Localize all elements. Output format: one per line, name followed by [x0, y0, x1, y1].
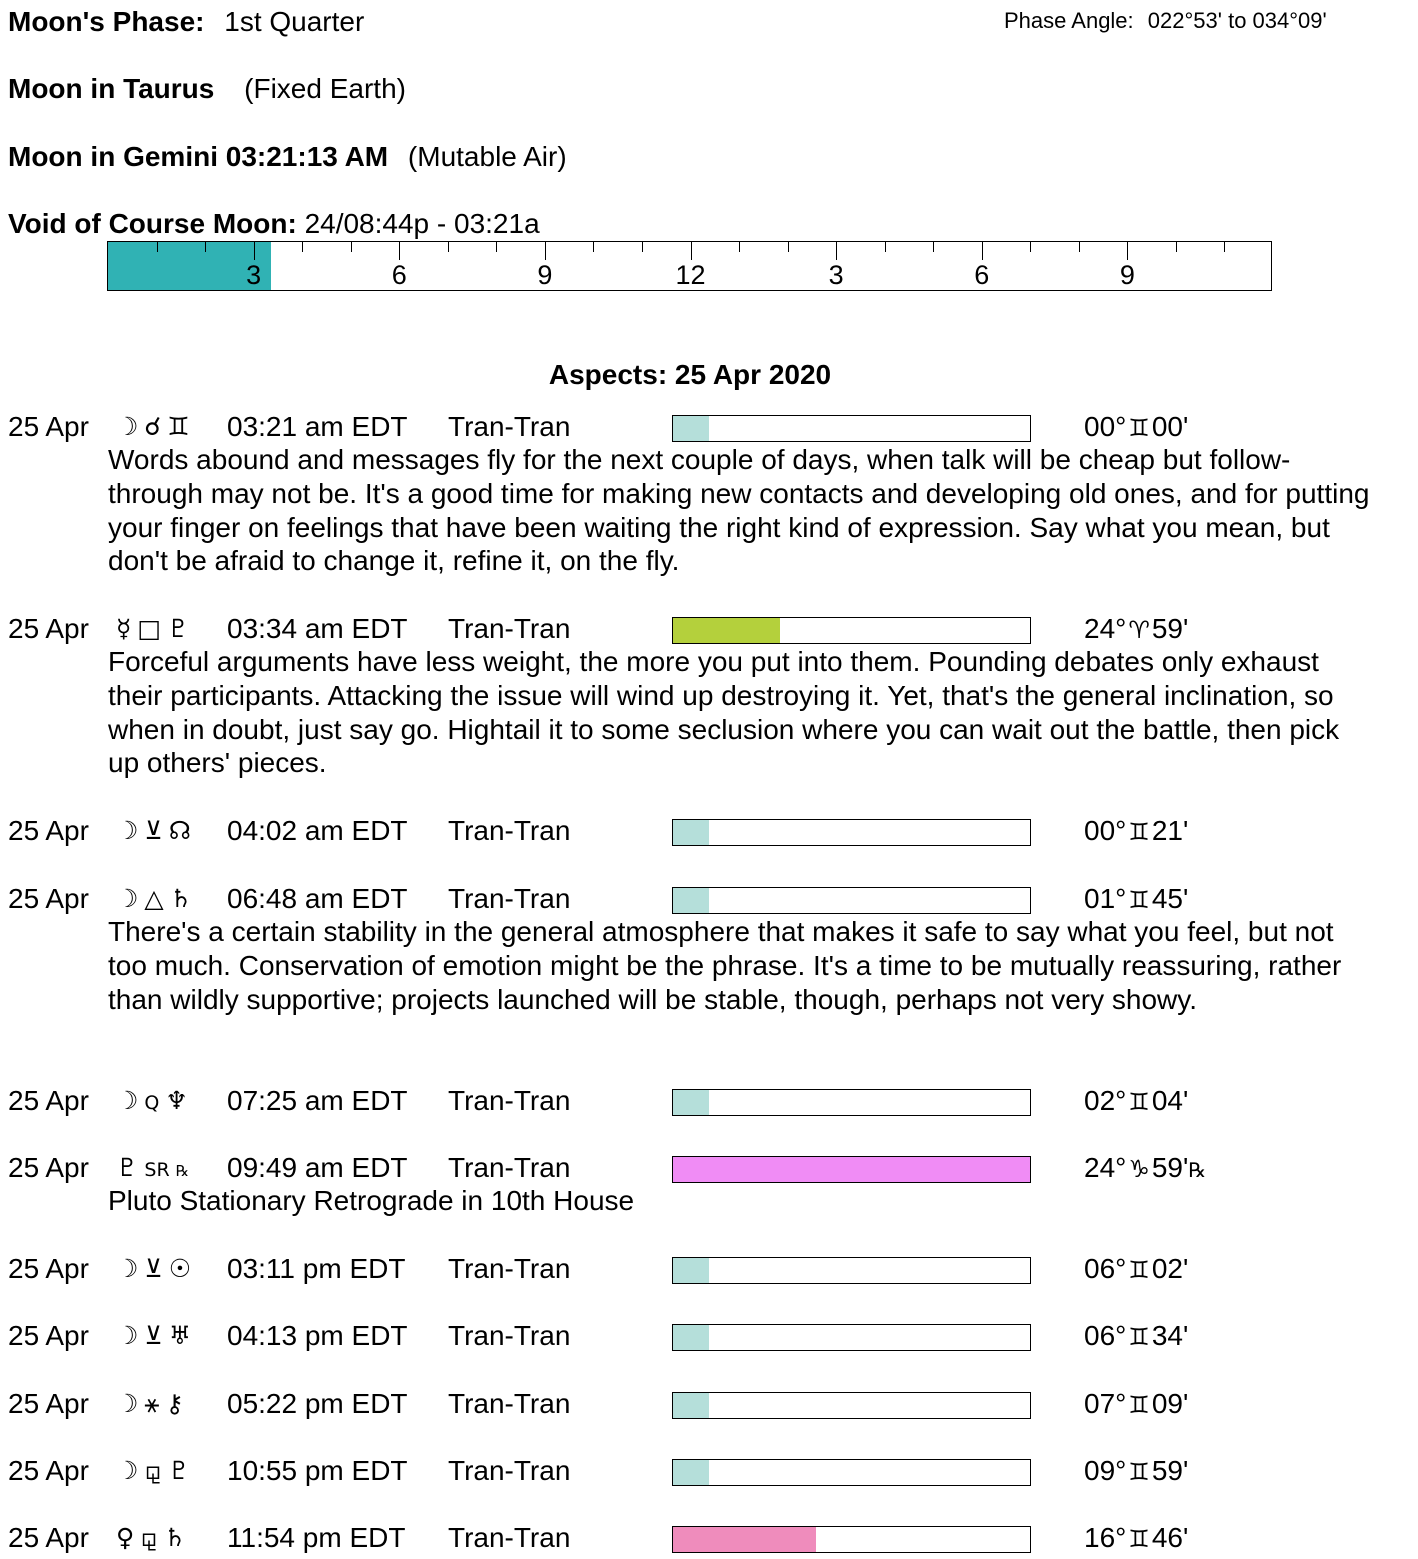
- moon-sign-line-1: [8, 73, 406, 105]
- aspect-strength-bar: [672, 887, 1031, 914]
- aspect-strength-fill: [673, 888, 709, 913]
- aspect-strength-fill: [673, 1460, 709, 1485]
- aspect-kind: Tran-Tran: [448, 1085, 571, 1116]
- aspect-time: 10:55 pm EDT: [227, 1455, 408, 1486]
- timeline-tick: [982, 242, 983, 260]
- aspect-strength-bar: [672, 617, 1031, 644]
- position-minute: 00': [1151, 411, 1189, 442]
- timeline-tick: [933, 242, 934, 252]
- aspect-strength-fill: [673, 1393, 709, 1418]
- aspect-kind: Tran-Tran: [448, 815, 571, 846]
- semisextile-icon: ⊻: [144, 1254, 163, 1283]
- aspect-time: 07:25 am EDT: [227, 1085, 408, 1116]
- zodiac-sign-icon: ♊: [1128, 1458, 1150, 1486]
- aspect-strength-bar: [672, 1392, 1031, 1419]
- zodiac-sign-icon: ♊: [1128, 886, 1150, 914]
- aspect-strength-fill: [673, 1527, 816, 1552]
- void-of-course-line: [8, 208, 540, 240]
- quintile-icon: Q: [144, 1092, 160, 1114]
- position-minute: 59': [1151, 1455, 1189, 1486]
- aspect-position: [1084, 1085, 1188, 1119]
- aspect-strength-fill: [673, 1090, 709, 1115]
- aspect-position: [1084, 1253, 1188, 1287]
- timeline-tick: [1079, 242, 1080, 252]
- timeline-tick: [788, 242, 789, 252]
- aspects-title: Aspects: 25 Apr 2020: [548, 359, 832, 390]
- aspect-glyphs: [116, 1253, 197, 1285]
- uranus-icon: ♅: [168, 1321, 192, 1350]
- moon-icon: ☽: [116, 884, 139, 913]
- aspect-date: 25 Apr: [8, 613, 89, 644]
- timeline-tick: [691, 242, 692, 260]
- timeline-tick: [496, 242, 497, 252]
- timeline-hour-label: 12: [675, 260, 706, 290]
- aspect-kind: Tran-Tran: [448, 1388, 571, 1419]
- aspect-glyphs: [116, 613, 195, 645]
- aspect-kind: Tran-Tran: [448, 1522, 571, 1553]
- semisextile-icon: ⊻: [144, 816, 163, 845]
- position-degree: 07°: [1084, 1388, 1127, 1419]
- moon-icon: ☽: [116, 816, 139, 845]
- zodiac-sign-icon: ♑: [1128, 1155, 1150, 1183]
- timeline-hour-label: 6: [391, 260, 407, 290]
- aspect-kind: Tran-Tran: [448, 883, 571, 914]
- aspect-strength-fill: [673, 416, 709, 441]
- aspect-position: [1084, 883, 1188, 917]
- timeline-tick: [157, 242, 158, 252]
- saturn-icon: ♄: [169, 884, 193, 913]
- aspect-position: [1084, 1320, 1188, 1354]
- aspect-time: 06:48 am EDT: [227, 883, 408, 914]
- aspect-position: [1084, 1388, 1188, 1422]
- position-minute: 45': [1151, 883, 1189, 914]
- zodiac-sign-icon: ♊: [1128, 818, 1150, 846]
- aspect-strength-bar: [672, 1526, 1031, 1553]
- zodiac-sign-icon: ♊: [1128, 1088, 1150, 1116]
- aspect-date: 25 Apr: [8, 1320, 89, 1351]
- aspect-strength-fill: [673, 1157, 1030, 1182]
- venus-icon: ♀: [116, 1523, 135, 1552]
- void-of-course-timeline: [107, 241, 1272, 291]
- voc-value: 24/08:44p - 03:21a: [304, 208, 540, 239]
- aspect-description: Pluto Stationary Retrograde in 10th House: [108, 1185, 635, 1216]
- aspect-strength-bar: [672, 1156, 1031, 1183]
- moon-icon: ☽: [116, 1254, 139, 1283]
- position-minute: 59': [1151, 613, 1189, 644]
- aspect-strength-fill: [673, 1258, 709, 1283]
- position-minute: 21': [1151, 815, 1189, 846]
- timeline-tick: [593, 242, 594, 252]
- moon-phase-label: Moon's Phase:: [8, 6, 205, 37]
- aspect-date: 25 Apr: [8, 883, 89, 914]
- position-degree: 24°: [1084, 1152, 1127, 1183]
- rx-mark: ℞: [175, 1162, 190, 1180]
- timeline-tick: [1030, 242, 1031, 252]
- timeline-tick: [1176, 242, 1177, 252]
- position-degree: 02°: [1084, 1085, 1127, 1116]
- aspect-description: Forceful arguments have less weight, the more you put into them. Pounding debates only exhaust their participants. Attacking the issue will wind up destroying it. Yet, that's the general inclination, so when in doubt, just say go. Hightail it to some seclusion where you can wait out the battle, then pick up others' pieces.: [108, 646, 1340, 779]
- timeline-hour-label: 6: [974, 260, 990, 290]
- conjunction-icon: ☌: [144, 412, 162, 441]
- aspect-position: [1084, 815, 1188, 849]
- aspect-time: 03:21 am EDT: [227, 411, 408, 442]
- aspect-position: [1084, 1455, 1188, 1489]
- aspect-time: 04:13 pm EDT: [227, 1320, 408, 1351]
- aspect-date: 25 Apr: [8, 1388, 89, 1419]
- position-degree: 06°: [1084, 1253, 1127, 1284]
- moon-sign-1-detail: (Fixed Earth): [244, 73, 406, 104]
- timeline-tick: [1127, 242, 1128, 260]
- position-minute: 34': [1151, 1320, 1189, 1351]
- phase-angle-line: [1004, 8, 1327, 34]
- timeline-tick: [205, 242, 206, 252]
- position-minute: 02': [1151, 1253, 1189, 1284]
- moon-icon: ☽: [116, 1321, 139, 1350]
- aspect-glyphs: [116, 411, 196, 443]
- timeline-tick: [545, 242, 546, 260]
- timeline-hour-label: 9: [1119, 260, 1135, 290]
- aspect-date: 25 Apr: [8, 1455, 89, 1486]
- timeline-tick: [448, 242, 449, 252]
- pluto-icon: ♇: [166, 614, 190, 643]
- aspect-glyphs: [116, 1085, 194, 1119]
- aspect-strength-bar: [672, 1257, 1031, 1284]
- zodiac-sign-icon: ♈: [1128, 616, 1150, 644]
- position-degree: 16°: [1084, 1522, 1127, 1553]
- aspect-kind: Tran-Tran: [448, 1152, 571, 1183]
- position-degree: 06°: [1084, 1320, 1127, 1351]
- timeline-tick: [399, 242, 400, 260]
- aspect-time: 03:11 pm EDT: [227, 1253, 406, 1284]
- timeline-tick: [642, 242, 643, 252]
- timeline-tick: [885, 242, 886, 252]
- sesquiquadrate-icon: ⚼: [144, 1456, 162, 1485]
- aspect-kind: Tran-Tran: [448, 411, 571, 442]
- sun-icon: ☉: [168, 1254, 192, 1283]
- north-node-icon: ☊: [168, 816, 191, 845]
- aspect-strength-fill: [673, 1325, 709, 1350]
- moon-sign-line-2: [8, 141, 567, 173]
- mercury-icon: ☿: [116, 614, 132, 643]
- timeline-tick: [739, 242, 740, 252]
- position-degree: 00°: [1084, 411, 1127, 442]
- aspect-kind: Tran-Tran: [448, 1455, 571, 1486]
- aspect-glyphs: [116, 1455, 196, 1487]
- aspect-date: 25 Apr: [8, 411, 89, 442]
- aspect-kind: Tran-Tran: [448, 1253, 571, 1284]
- position-degree: 09°: [1084, 1455, 1127, 1486]
- sesquiquadrate-icon: ⚼: [140, 1523, 158, 1552]
- aspect-time: 04:02 am EDT: [227, 815, 408, 846]
- position-degree: 01°: [1084, 883, 1127, 914]
- neptune-icon: ♆: [165, 1086, 188, 1115]
- aspect-strength-fill: [673, 820, 709, 845]
- phase-angle-label: Phase Angle:: [1004, 8, 1134, 33]
- trine-icon: △: [144, 884, 164, 913]
- aspect-glyphs: [116, 1522, 192, 1554]
- stationary-label: SR: [144, 1159, 170, 1181]
- pluto-icon: ♇: [116, 1153, 139, 1182]
- zodiac-sign-icon: ♊: [1128, 1525, 1150, 1553]
- square-icon: □: [137, 614, 161, 643]
- moon-sign-1-label: Moon in Taurus: [8, 73, 215, 104]
- timeline-hour-label: 9: [537, 260, 553, 290]
- moon-icon: ☽: [116, 412, 139, 441]
- zodiac-sign-icon: ♊: [1128, 1391, 1150, 1419]
- voc-label: Void of Course Moon:: [8, 208, 297, 239]
- timeline-tick: [836, 242, 837, 260]
- timeline-tick: [254, 242, 255, 260]
- phase-angle-value: 022°53' to 034°09': [1147, 8, 1327, 33]
- aspect-time: 11:54 pm EDT: [227, 1522, 406, 1553]
- moon-phase-value: 1st Quarter: [224, 6, 365, 37]
- aspect-strength-bar: [672, 1324, 1031, 1351]
- timeline-hour-label: 3: [828, 260, 844, 290]
- aspect-time: 03:34 am EDT: [227, 613, 408, 644]
- aspect-strength-bar: [672, 415, 1031, 442]
- sextile-icon: ⚹: [144, 1389, 160, 1418]
- saturn-icon: ♄: [163, 1523, 187, 1552]
- aspect-glyphs: [116, 1388, 190, 1420]
- aspect-glyphs: [116, 1320, 197, 1352]
- position-degree: 24°: [1084, 613, 1127, 644]
- position-minute: 46': [1151, 1522, 1189, 1553]
- zodiac-sign-icon: ♊: [1128, 1256, 1150, 1284]
- aspect-position: [1084, 1152, 1206, 1186]
- aspect-time: 05:22 pm EDT: [227, 1388, 408, 1419]
- position-minute: 59': [1151, 1152, 1189, 1183]
- position-minute: 09': [1151, 1388, 1189, 1419]
- aspect-time: 09:49 am EDT: [227, 1152, 408, 1183]
- timeline-tick: [302, 242, 303, 252]
- pluto-icon: ♇: [167, 1456, 191, 1485]
- gemini-icon: ♊: [167, 412, 190, 441]
- moon-icon: ☽: [116, 1086, 139, 1115]
- aspect-strength-bar: [672, 1459, 1031, 1486]
- moon-sign-2-detail: (Mutable Air): [407, 141, 567, 172]
- aspect-glyphs: [116, 1152, 201, 1187]
- position-degree: 00°: [1084, 815, 1127, 846]
- moon-icon: ☽: [116, 1456, 139, 1485]
- aspect-position: [1084, 613, 1188, 647]
- chiron-icon: ⚷: [165, 1389, 184, 1418]
- aspect-position: [1084, 411, 1188, 445]
- position-minute: 04': [1151, 1085, 1189, 1116]
- stationary-retrograde-icon: [144, 1154, 195, 1187]
- zodiac-sign-icon: ♊: [1128, 1323, 1150, 1351]
- aspect-date: 25 Apr: [8, 1085, 89, 1116]
- aspect-date: 25 Apr: [8, 1152, 89, 1183]
- aspect-date: 25 Apr: [8, 1522, 89, 1553]
- aspect-kind: Tran-Tran: [448, 613, 571, 644]
- aspect-description: Words abound and messages fly for the next couple of days, when talk will be cheap but follow-through may not be. It's a good time for making new contacts and developing old ones, and for putting your finger on feelings that have been waiting the right kind of expression. Say what you mean, but don't be afraid to change it, refine it, on the fly.: [108, 444, 1370, 577]
- retrograde-icon: ℞: [1188, 1158, 1207, 1182]
- moon-sign-2-label: Moon in Gemini 03:21:13 AM: [8, 141, 389, 172]
- aspect-strength-bar: [672, 819, 1031, 846]
- aspect-date: 25 Apr: [8, 815, 89, 846]
- moon-icon: ☽: [116, 1389, 139, 1418]
- semisextile-icon: ⊻: [144, 1321, 163, 1350]
- aspect-date: 25 Apr: [8, 1253, 89, 1284]
- aspect-kind: Tran-Tran: [448, 1320, 571, 1351]
- aspect-glyphs: [116, 815, 197, 847]
- aspect-position: [1084, 1522, 1188, 1556]
- aspect-strength-bar: [672, 1089, 1031, 1116]
- aspect-description: There's a certain stability in the general atmosphere that makes it safe to say what you feel, but not too much. Conservation of emotion might be the phrase. It's a time to be mutually reassuring, rather than wildly supportive; projects launched will be stable, though, perhaps not very showy.: [108, 916, 1342, 1015]
- timeline-tick: [351, 242, 352, 252]
- timeline-tick: [1224, 242, 1225, 252]
- timeline-hour-label: 3: [246, 260, 262, 290]
- moon-phase-line: [8, 6, 364, 38]
- aspect-strength-fill: [673, 618, 780, 643]
- zodiac-sign-icon: ♊: [1128, 414, 1150, 442]
- aspect-glyphs: [116, 883, 198, 915]
